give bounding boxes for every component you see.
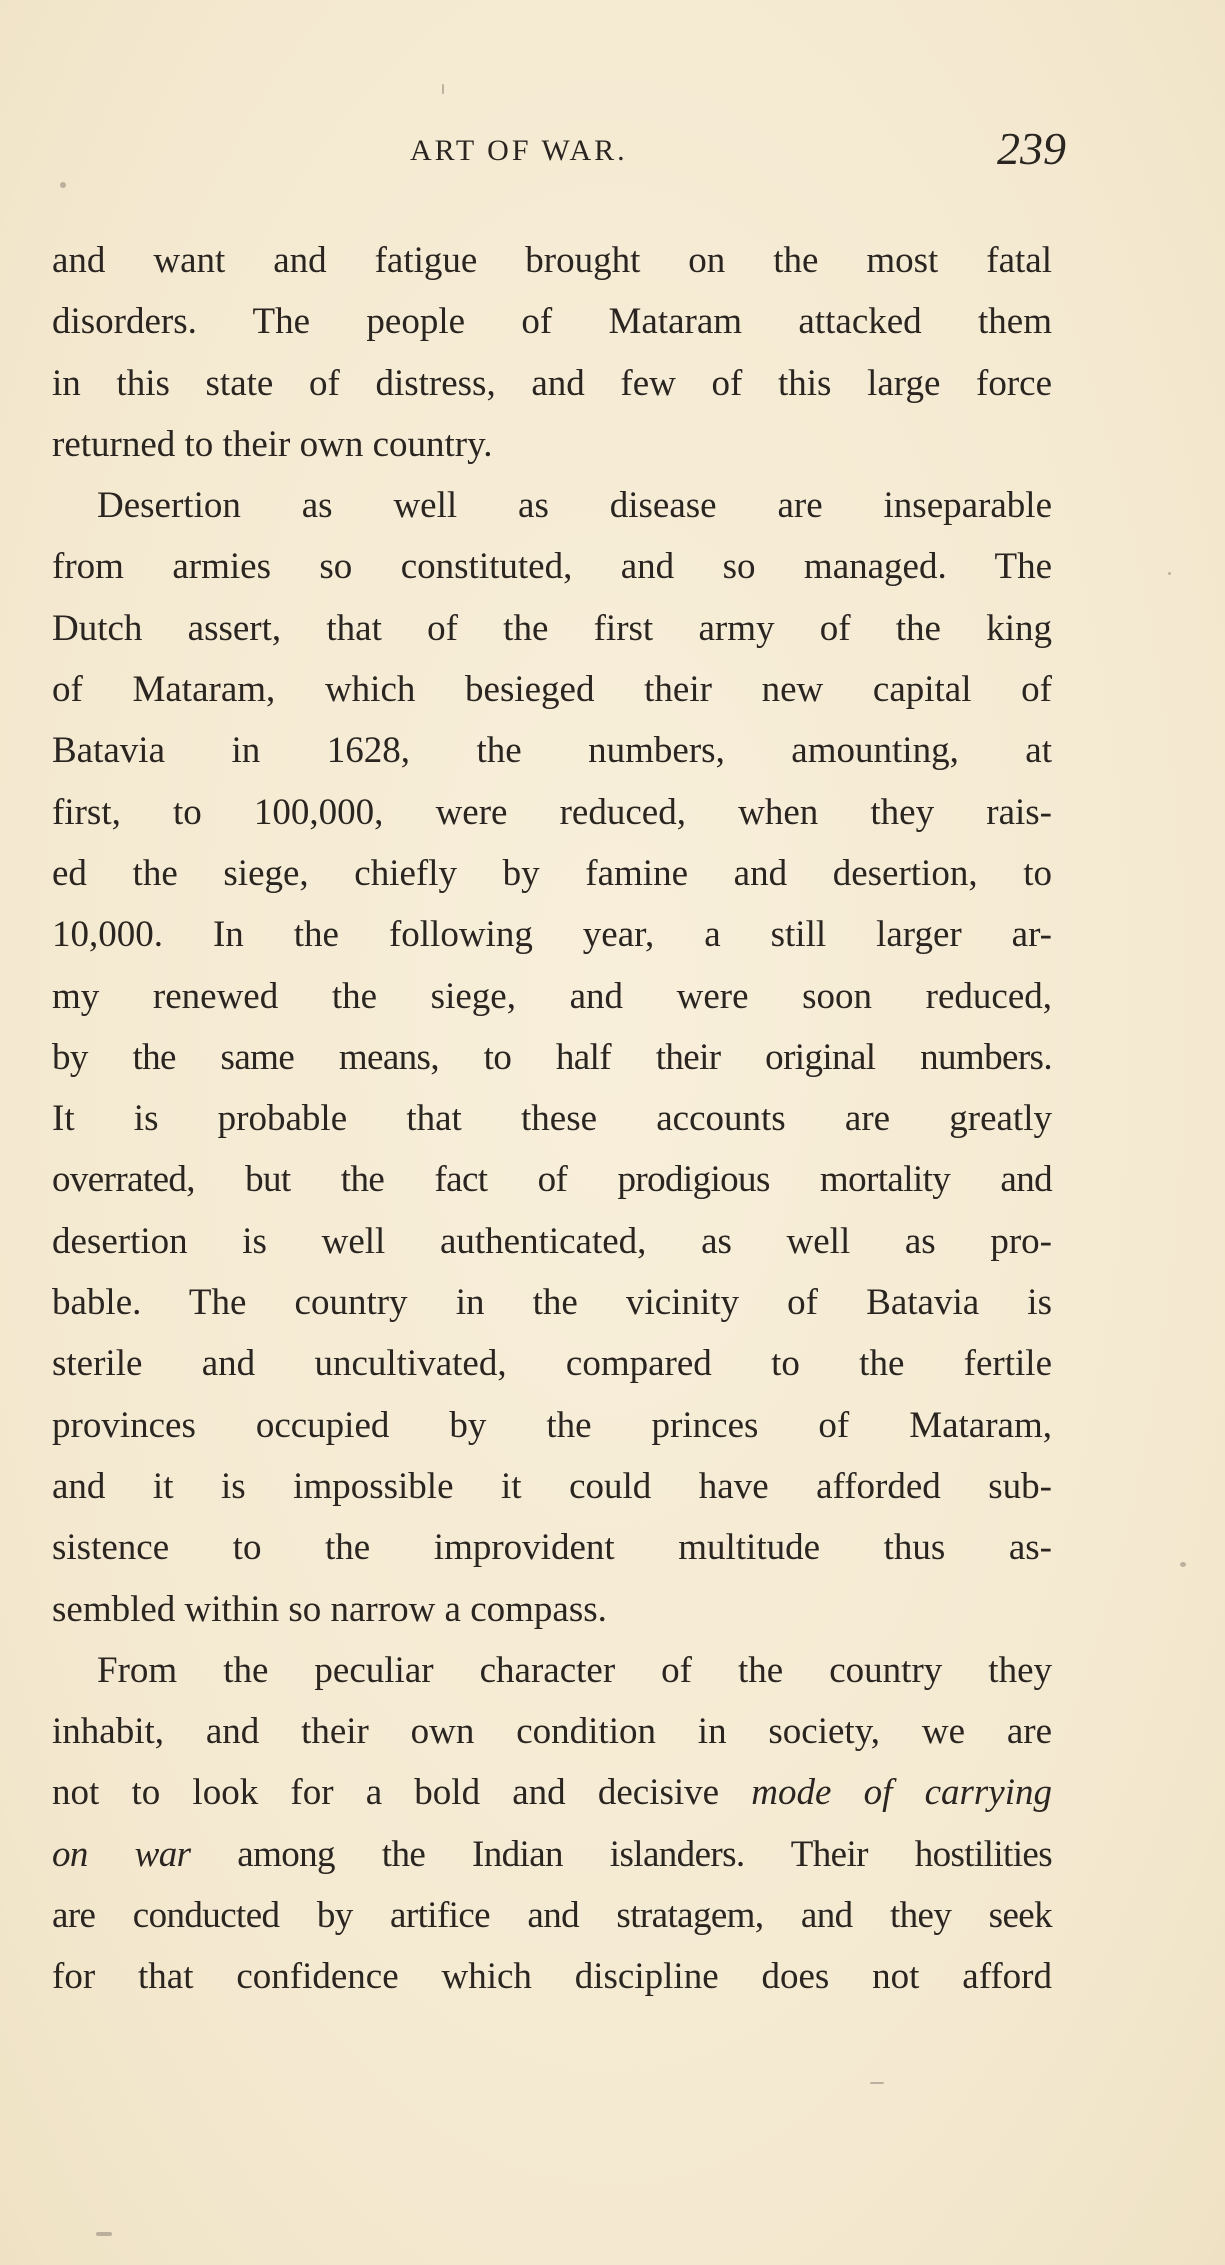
paragraph-2 — [52, 475, 1052, 1640]
text-line: ed the siege, chiefly by famine and desertion, to — [52, 852, 1052, 894]
text-line: in this state of distress, and few of this large force — [52, 362, 1052, 404]
text-line: for that confidence which discipline does not afford — [52, 1956, 1052, 1998]
text-line: It is probable that these accounts are greatly — [52, 1098, 1052, 1140]
paper-speck — [442, 84, 444, 94]
text-line: by the same means, to half their original numbers. — [52, 1036, 1052, 1078]
italic-phrase: on war — [52, 1833, 191, 1875]
text-line: and want and fatigue brought on the most fatal — [52, 240, 1052, 281]
text-line: provinces occupied by the princes of Mataram, — [52, 1404, 1052, 1446]
text-line: sterile and uncultivated, compared to the fertile — [52, 1343, 1052, 1385]
text-run: not to look for a bold and decisive — [52, 1772, 752, 1814]
text-line: Dutch assert, that of the first army of the king — [52, 607, 1052, 649]
text-line: my renewed the siege, and were soon reduced, — [52, 975, 1052, 1017]
text-line: Batavia in 1628, the numbers, amounting, at — [52, 730, 1052, 772]
text-line: Desertion as well as disease are inseparable — [97, 485, 1052, 527]
text-line-mixed — [52, 1762, 1052, 1823]
text-line: first, to 100,000, were reduced, when they rais- — [52, 791, 1052, 833]
text-line: of Mataram, which besieged their new capital of — [52, 669, 1052, 711]
text-line: From the peculiar character of the country they — [97, 1649, 1052, 1691]
page-number: 239 — [997, 123, 1066, 174]
paper-speck — [1180, 1562, 1186, 1567]
text-line: sistence to the improvident multitude thus as- — [52, 1527, 1052, 1569]
paper-speck — [96, 2232, 112, 2236]
paragraph-1 — [52, 230, 1052, 475]
paper-speck — [60, 182, 66, 188]
text-line: and it is impossible it could have afforded sub- — [52, 1465, 1052, 1507]
text-line: returned to their own country. — [52, 423, 493, 465]
paragraph-3 — [52, 1640, 1052, 2008]
paper-speck — [870, 2082, 884, 2084]
running-title: ART OF WAR. — [410, 134, 628, 167]
text-line: inhabit, and their own condition in society, we are — [52, 1711, 1052, 1753]
italic-phrase: mode of carrying — [751, 1772, 1052, 1814]
text-line-mixed — [52, 1824, 1052, 1885]
text-line: from armies so constituted, and so managed. The — [52, 546, 1052, 588]
running-head — [50, 123, 1066, 178]
text-line: disorders. The people of Mataram attacked them — [52, 301, 1052, 343]
body-text — [52, 230, 1052, 2008]
paper-speck — [1168, 572, 1171, 575]
text-line: overrated, but the fact of prodigious mortality and — [52, 1159, 1052, 1201]
text-line: are conducted by artifice and stratagem, and they seek — [52, 1895, 1052, 1937]
text-line: desertion is well authenticated, as well as pro- — [52, 1220, 1052, 1262]
text-line: bable. The country in the vicinity of Batavia is — [52, 1282, 1052, 1324]
text-line: 10,000. In the following year, a still larger ar- — [52, 914, 1052, 956]
text-run: among the Indian islanders. Their hostilities — [190, 1833, 1052, 1875]
text-line: sembled within so narrow a compass. — [52, 1588, 607, 1630]
